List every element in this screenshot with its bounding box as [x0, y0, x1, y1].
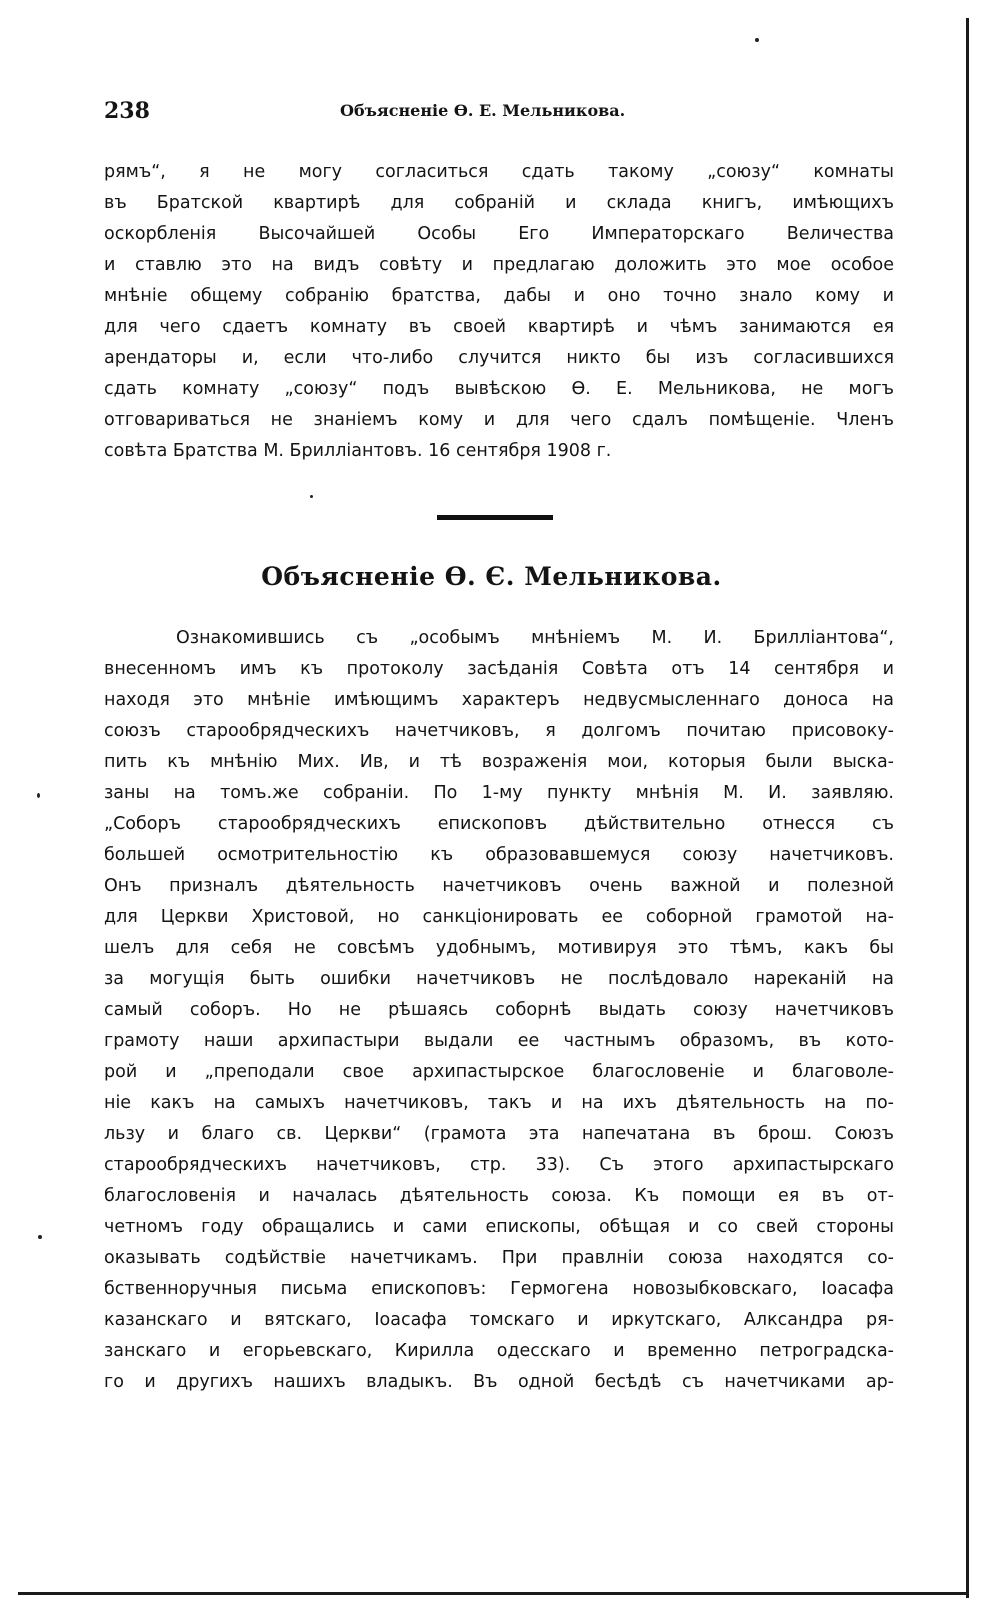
- page-border-right: [966, 18, 969, 1598]
- text-line: Онъ призналъ дѣятельность начетчиковъ очень важной и полезной: [104, 876, 894, 896]
- text-line: отговариваться не знаніемъ кому и для чего сдалъ помѣщеніе. Членъ: [104, 410, 894, 430]
- text-line: казанскаго и вятскаго, Іоасафа томскаго и иркутскаго, Алксандра ря-: [104, 1310, 894, 1330]
- text-line: для чего сдаетъ комнату въ своей квартирѣ и чѣмъ занимаются ея: [104, 317, 894, 337]
- text-line: рой и „преподали свое архипастырское благословеніе и благоволе-: [104, 1062, 894, 1082]
- text-line: сдать комнату „союзу“ подъ вывѣскою Ѳ. Е. Мельникова, не могъ: [104, 379, 894, 399]
- text-line: ніе какъ на самыхъ начетчиковъ, такъ и на ихъ дѣятельность на по-: [104, 1093, 894, 1113]
- text-line: льзу и благо св. Церкви“ (грамота эта напечатана въ брош. Союзъ: [104, 1124, 894, 1144]
- page-number: 238: [104, 98, 150, 124]
- text-line: за могущія быть ошибки начетчиковъ не послѣдовало нареканій на: [104, 969, 894, 989]
- ink-speck: [310, 495, 313, 498]
- text-line: арендаторы и, если что-либо случится никто бы изъ согласившихся: [104, 348, 894, 368]
- text-line: для Церкви Христовой, но санкціонировать ее соборной грамотой на-: [104, 907, 894, 927]
- text-line: старообрядческихъ начетчиковъ, стр. 33). Съ этого архипастырскаго: [104, 1155, 894, 1175]
- text-line: грамоту наши архипастыри выдали ее частнымъ образомъ, въ кото-: [104, 1031, 894, 1051]
- text-line: самый соборъ. Но не рѣшаясь соборнѣ выдать союзу начетчиковъ: [104, 1000, 894, 1020]
- text-line: внесенномъ имъ къ протоколу засѣданія Совѣта отъ 14 сентября и: [104, 659, 894, 679]
- text-line: четномъ году обращались и сами епископы, обѣщая и со свей стороны: [104, 1217, 894, 1237]
- section-title: Объясненіе Ѳ. Є. Мельникова.: [261, 562, 722, 591]
- text-line: въ Братской квартирѣ для собраній и склада книгъ, имѣющихъ: [104, 193, 894, 213]
- text-line: оказывать содѣйствіе начетчикамъ. При правлніи союза находятся со-: [104, 1248, 894, 1268]
- text-line: занскаго и егорьевскаго, Кирилла одесскаго и временно петроградска-: [104, 1341, 894, 1361]
- running-head: [0, 98, 983, 128]
- text-line: совѣта Братства М. Брилліантовъ. 16 сентября 1908 г.: [104, 441, 612, 461]
- text-line: заны на томъ.же собраніи. По 1-му пункту мнѣнія М. И. заявляю.: [104, 783, 894, 803]
- text-line: пить къ мнѣнію Мих. Ив, и тѣ возраженія мои, которыя были выска-: [104, 752, 894, 772]
- running-title: Объясненіе Ѳ. Е. Мельникова.: [340, 101, 626, 120]
- text-line: мнѣніе общему собранію братства, дабы и оно точно знало кому и: [104, 286, 894, 306]
- text-line: союзъ старообрядческихъ начетчиковъ, я долгомъ почитаю присовоку-: [104, 721, 894, 741]
- text-line: и ставлю это на видъ совѣту и предлагаю доложить это мое особое: [104, 255, 894, 275]
- text-line: благословенія и началась дѣятельность союза. Къ помощи ея въ от-: [104, 1186, 894, 1206]
- section-separator-rule: [437, 515, 553, 520]
- ink-speck: [37, 793, 40, 798]
- page-border-bottom: [18, 1592, 969, 1595]
- text-line: Ознакомившись съ „особымъ мнѣніемъ М. И. Брилліантова“,: [176, 628, 894, 648]
- text-line: шелъ для себя не совсѣмъ удобнымъ, мотивируя это тѣмъ, какъ бы: [104, 938, 894, 958]
- text-line: большей осмотрительностію къ образовавшемуся союзу начетчиковъ.: [104, 845, 894, 865]
- text-line: находя это мнѣніе имѣющимъ характеръ недвусмысленнаго доноса на: [104, 690, 894, 710]
- text-line: оскорбленія Высочайшей Особы Его Императорскаго Величества: [104, 224, 894, 244]
- text-line: „Соборъ старообрядческихъ епископовъ дѣйствительно отнесся съ: [104, 814, 894, 834]
- text-line: бственноручныя письма епископовъ: Гермогена новозыбковскаго, Іоасафа: [104, 1279, 894, 1299]
- text-line: го и другихъ нашихъ владыкъ. Въ одной бесѣдѣ съ начетчиками ар-: [104, 1372, 894, 1392]
- text-line: рямъ“, я не могу согласиться сдать такому „союзу“ комнаты: [104, 162, 894, 182]
- text-block-section: [104, 623, 894, 1398]
- ink-speck: [38, 1235, 42, 1239]
- ink-speck: [755, 38, 759, 42]
- text-block-continuation: [104, 157, 894, 467]
